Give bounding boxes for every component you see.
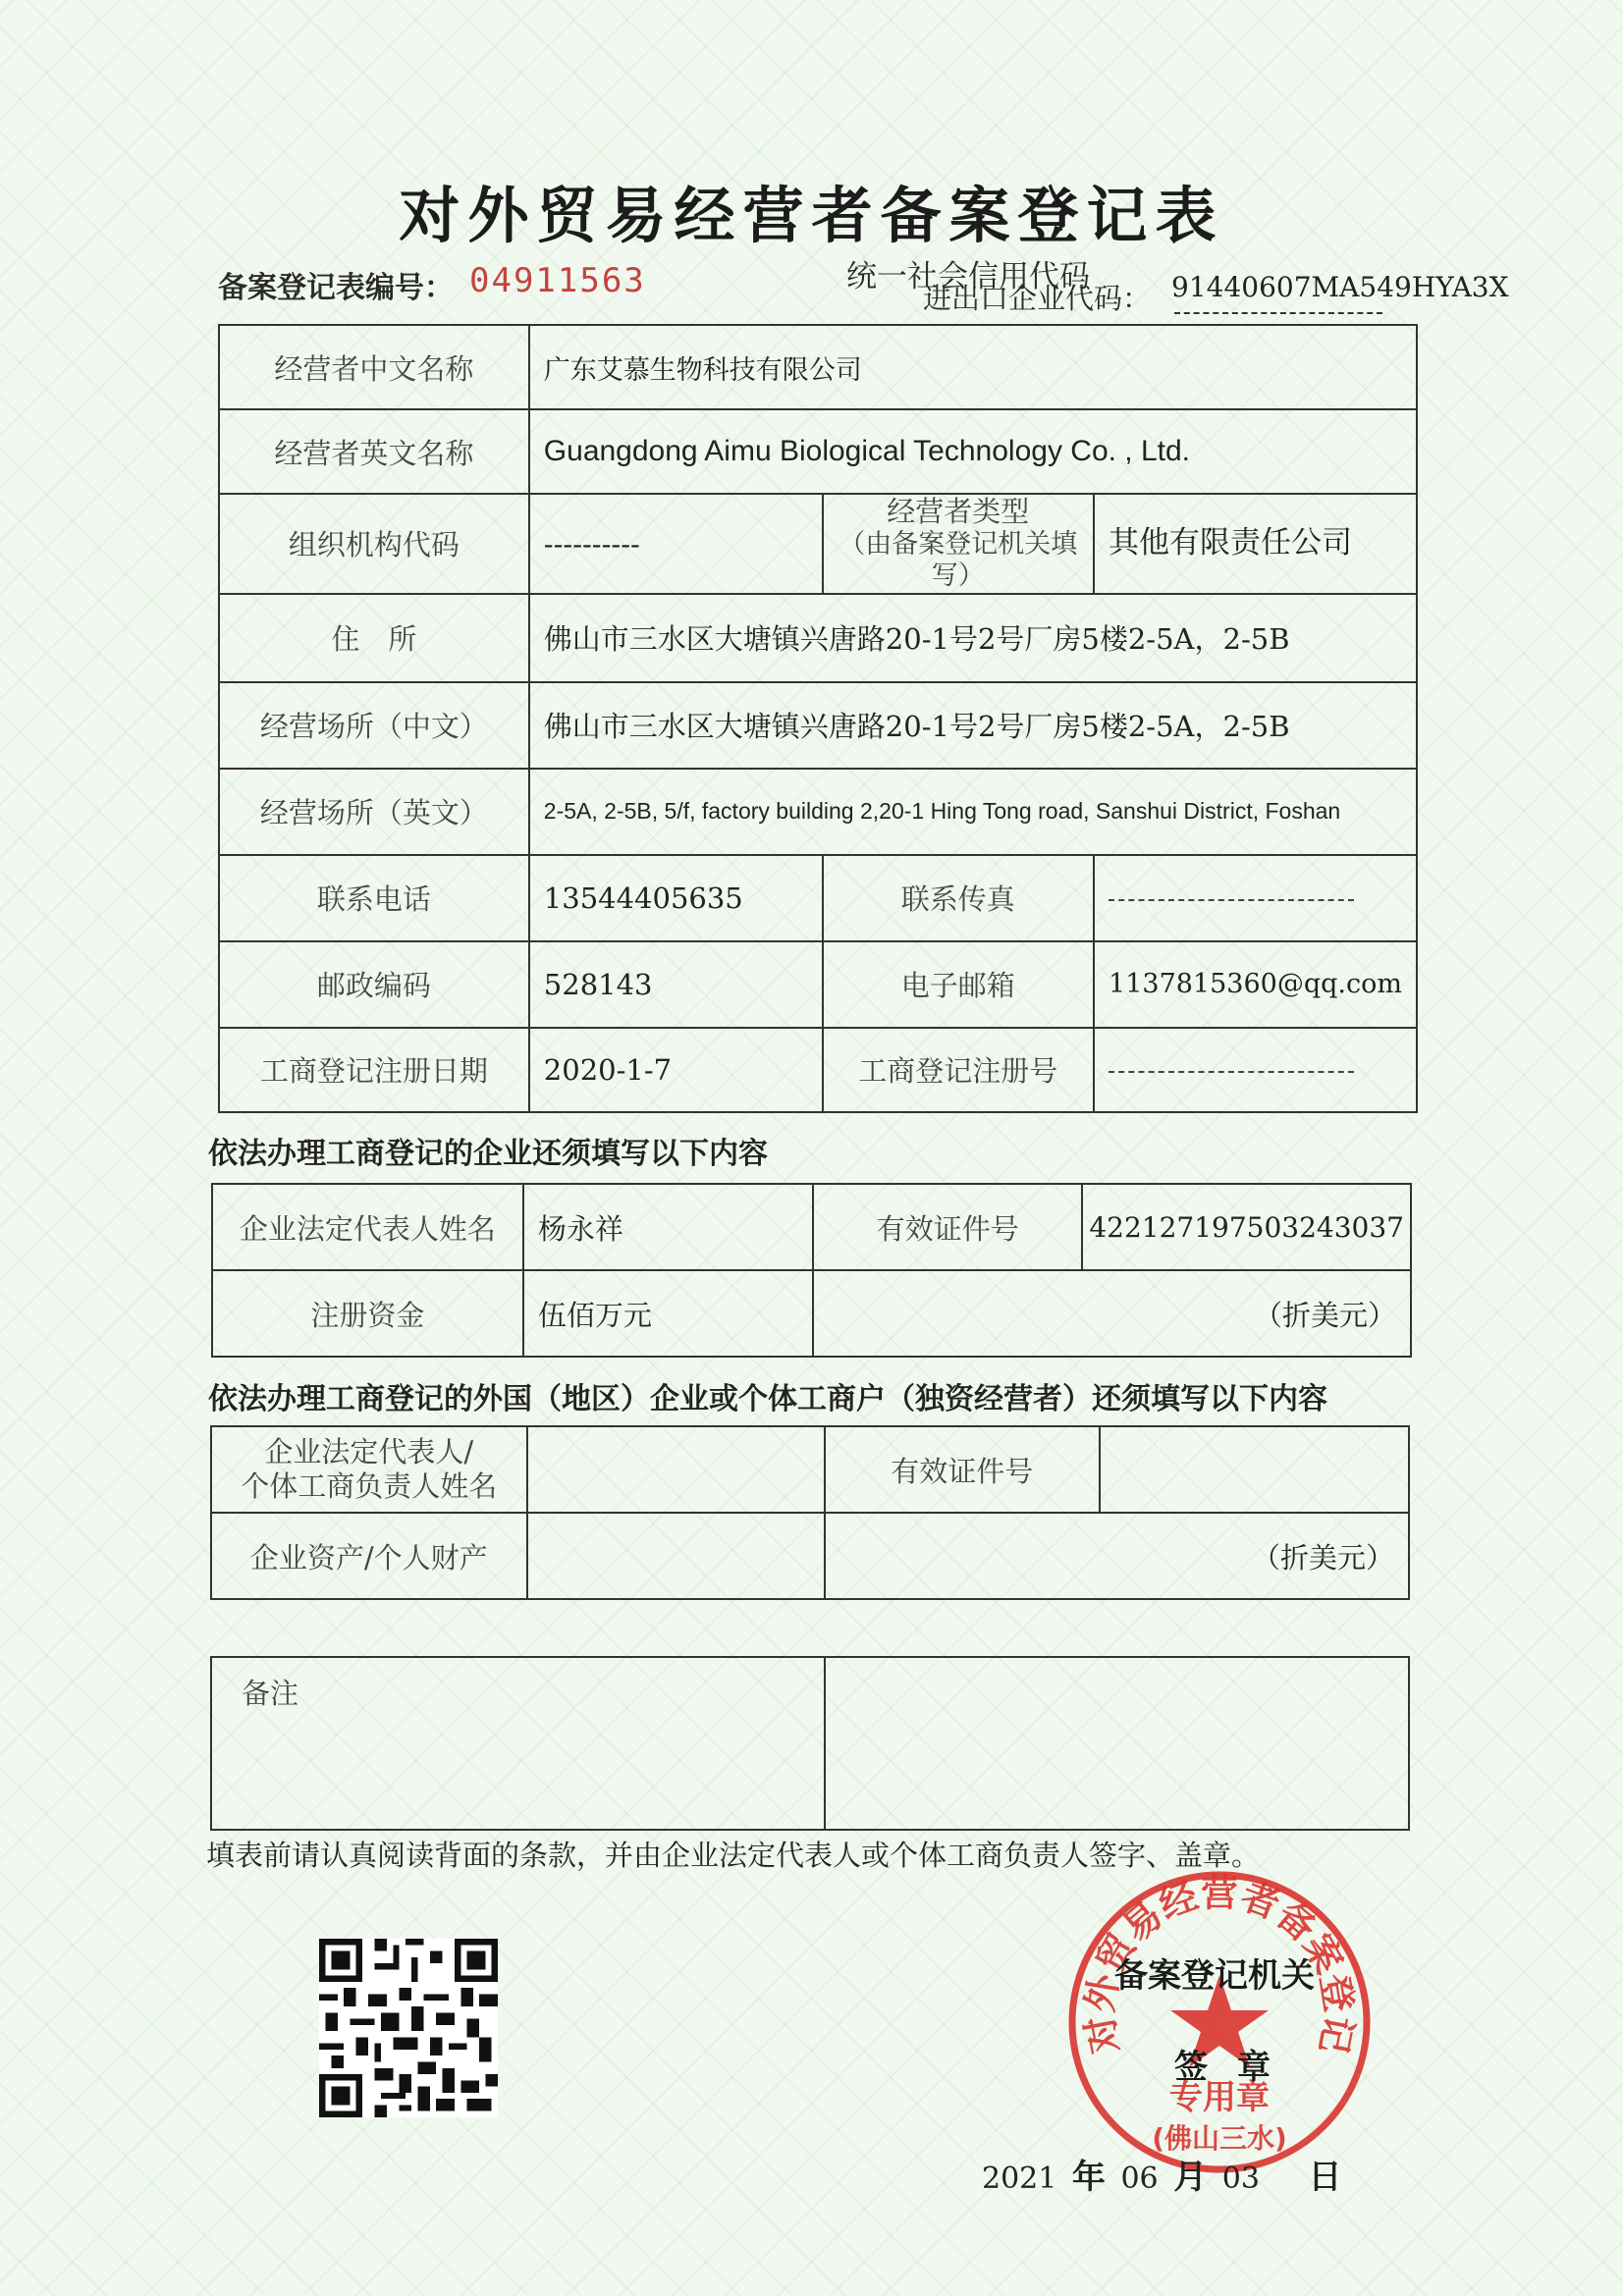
date-day-char: 日 — [1308, 2158, 1342, 2197]
en-name-value: Guangdong Aimu Biological Technology Co. , Ltd. — [529, 409, 1417, 494]
en-name-label: 经营者英文名称 — [219, 409, 529, 494]
remarks-cell — [211, 1657, 825, 1830]
stamp-outer-text: 对外贸易经营者备案登记 — [1077, 1871, 1362, 2057]
rep-label — [211, 1426, 527, 1513]
assets-value — [527, 1513, 825, 1599]
stamp-seal-icon — [1062, 1865, 1377, 2179]
fax-value — [1094, 855, 1417, 941]
capital-usd-label: （折美元） — [1253, 1298, 1396, 1332]
address-label: 住 所 — [219, 594, 529, 682]
reg-no-value: 04911563 — [469, 261, 646, 300]
phone-label: 联系电话 — [219, 855, 529, 941]
id-value: 422127197503243037 — [1082, 1184, 1411, 1270]
date-year-char: 年 — [1071, 2158, 1106, 2197]
id-label: 有效证件号 — [813, 1184, 1082, 1270]
date-year: 2021 — [982, 2162, 1057, 2196]
credit-underline — [1174, 312, 1382, 314]
authority-label: 备案登记机关 — [1114, 1956, 1315, 1996]
cn-name-label: 经营者中文名称 — [219, 325, 529, 409]
import-export-label: 进出口企业代码： — [923, 282, 1152, 315]
stamp-inner-text-2: (佛山三水) — [1152, 2122, 1287, 2155]
capital-usd-cell — [813, 1270, 1411, 1357]
rep-value — [527, 1426, 825, 1513]
remarks-label: 备注 — [242, 1677, 299, 1710]
document-title: 对外贸易经营者备案登记表 — [399, 180, 1224, 251]
reg-date-value: 2020-1-7 — [529, 1028, 823, 1112]
section-3-heading: 依法办理工商登记的外国（地区）企业或个体工商户（独资经营者）还须填写以下内容 — [208, 1382, 1327, 1416]
credit-code-value: 91440607MA549HYA3X — [1171, 271, 1509, 303]
qr-code-icon — [319, 1939, 498, 2117]
business-reg-no-label: 工商登记注册号 — [823, 1028, 1094, 1112]
biz-place-en-value: 2-5A, 2-5B, 5/f, factory building 2,20-1 Hing Tong road, Sanshui District, Foshan — [529, 769, 1417, 855]
business-reg-no-value — [1094, 1028, 1417, 1112]
address-value: 佛山市三水区大塘镇兴唐路20-1号2号厂房5楼2-5A，2-5B — [529, 594, 1417, 682]
capital-label: 注册资金 — [212, 1270, 523, 1357]
assets-label: 企业资产/个人财产 — [211, 1513, 527, 1599]
reg-no-dash — [1109, 1071, 1354, 1073]
date-month: 06 — [1120, 2162, 1159, 2196]
s3-id-value — [1100, 1426, 1409, 1513]
legal-rep-label: 企业法定代表人姓名 — [212, 1184, 523, 1270]
main-info-table — [218, 324, 1418, 1113]
postcode-label: 邮政编码 — [219, 941, 529, 1028]
seal-label: 签章 — [1174, 2048, 1300, 2087]
date-month-char: 月 — [1173, 2158, 1208, 2197]
credit-code-label: 统一社会信用代码 — [846, 259, 1090, 294]
legal-rep-value: 杨永祥 — [523, 1184, 813, 1270]
s3-id-label: 有效证件号 — [825, 1426, 1100, 1513]
assets-usd-cell — [825, 1513, 1409, 1599]
remarks-right-cell — [825, 1657, 1409, 1830]
operator-type-label — [823, 494, 1094, 594]
section-2-heading: 依法办理工商登记的企业还须填写以下内容 — [208, 1137, 768, 1171]
phone-value: 13544405635 — [529, 855, 823, 941]
operator-type-value: 其他有限责任公司 — [1094, 494, 1417, 594]
section-3-table — [210, 1425, 1410, 1600]
assets-usd-label: （折美元） — [1251, 1540, 1394, 1575]
operator-type-label-line1: 经营者类型 — [887, 495, 1030, 528]
capital-value: 伍佰万元 — [523, 1270, 813, 1357]
postcode-value: 528143 — [529, 941, 823, 1028]
cn-name-value: 广东艾慕生物科技有限公司 — [529, 325, 1417, 409]
official-stamp — [1062, 1865, 1377, 2179]
fax-dash — [1109, 899, 1354, 901]
email-value: 1137815360@qq.com — [1094, 941, 1417, 1028]
operator-type-label-line2: （由备案登记机关填写） — [839, 528, 1078, 592]
fax-label: 联系传真 — [823, 855, 1094, 941]
stamp-inner-text-1: 专用章 — [1169, 2078, 1270, 2117]
footnote: 填表前请认真阅读背面的条款，并由企业法定代表人或个体工商负责人签字、盖章。 — [206, 1839, 1261, 1872]
date-day: 03 — [1221, 2162, 1260, 2196]
rep-label-line2: 个体工商负责人姓名 — [241, 1469, 498, 1503]
org-code-label: 组织机构代码 — [219, 494, 529, 594]
rep-label-line1: 企业法定代表人/ — [264, 1435, 474, 1469]
biz-place-cn-label: 经营场所（中文） — [219, 682, 529, 769]
email-label: 电子邮箱 — [823, 941, 1094, 1028]
reg-date-label: 工商登记注册日期 — [219, 1028, 529, 1112]
remarks-table — [210, 1656, 1410, 1831]
sign-date — [982, 2150, 1347, 2198]
reg-no-label: 备案登记表编号： — [218, 271, 454, 305]
section-2-table — [211, 1183, 1412, 1358]
org-code-value: ---------- — [529, 494, 823, 594]
biz-place-en-label: 经营场所（英文） — [219, 769, 529, 855]
biz-place-cn-value: 佛山市三水区大塘镇兴唐路20-1号2号厂房5楼2-5A，2-5B — [529, 682, 1417, 769]
